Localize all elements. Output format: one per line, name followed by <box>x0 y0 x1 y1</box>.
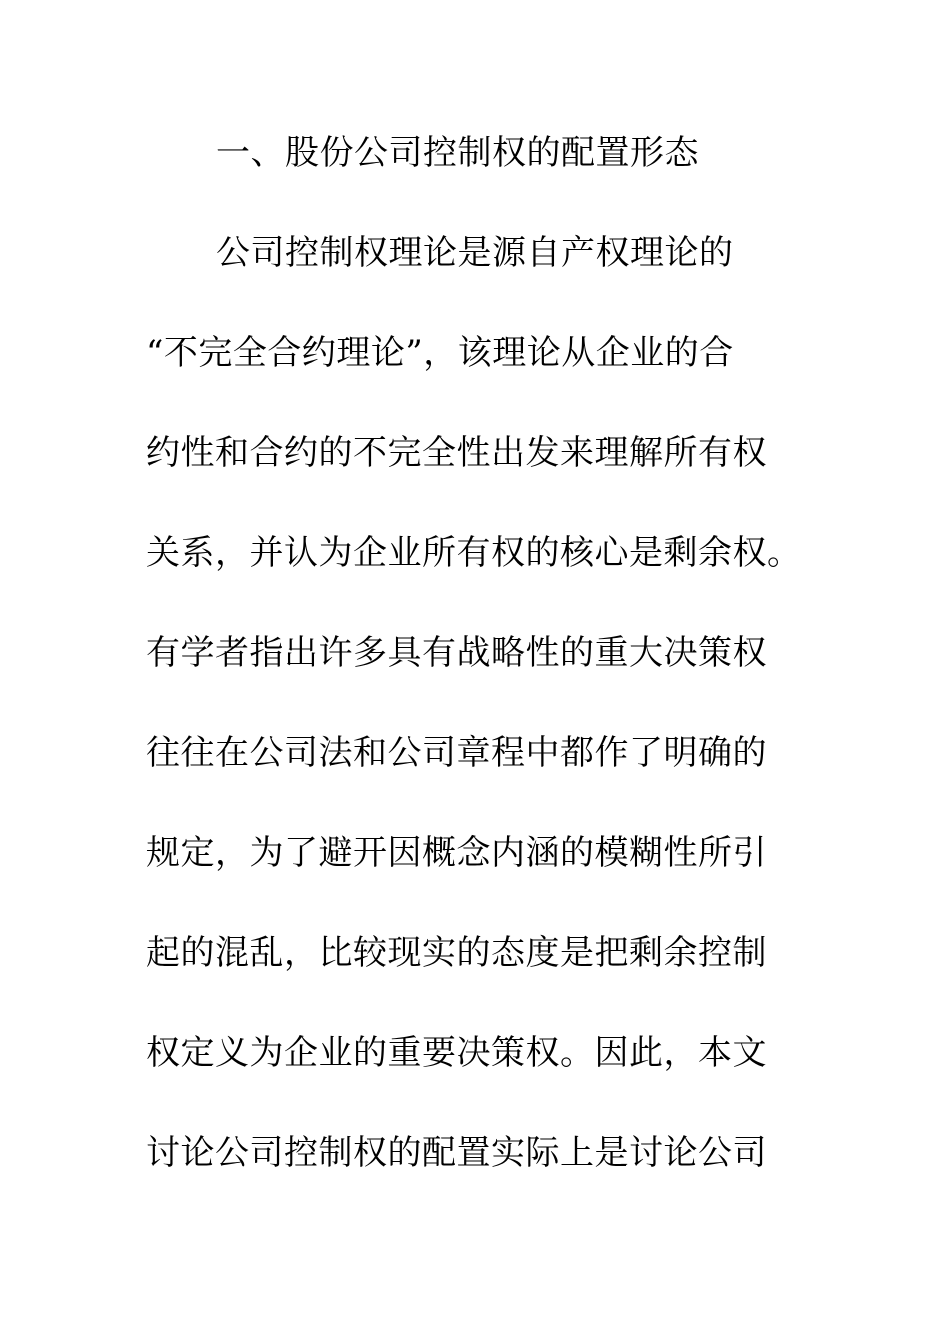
paragraph-line: 约性和合约的不完全性出发来理解所有权 <box>146 433 767 473</box>
section-heading: 一、股份公司控制权的配置形态 <box>216 133 699 173</box>
paragraph-line: 规定，为了避开因概念内涵的模糊性所引 <box>146 833 767 873</box>
paragraph-line: 权定义为企业的重要决策权。因此，本文 <box>146 1033 767 1073</box>
paragraph-line: 关系，并认为企业所有权的核心是剩余权。 <box>146 533 802 573</box>
paragraph-line: 公司控制权理论是源自产权理论的 <box>216 233 734 273</box>
paragraph-line: “不完全合约理论”，该理论从企业的合 <box>146 333 734 373</box>
paragraph-line: 有学者指出许多具有战略性的重大决策权 <box>146 633 767 673</box>
paragraph-line: 讨论公司控制权的配置实际上是讨论公司 <box>146 1133 767 1173</box>
paragraph-line: 往往在公司法和公司章程中都作了明确的 <box>146 733 767 773</box>
paragraph-line: 起的混乱，比较现实的态度是把剩余控制 <box>146 933 767 973</box>
